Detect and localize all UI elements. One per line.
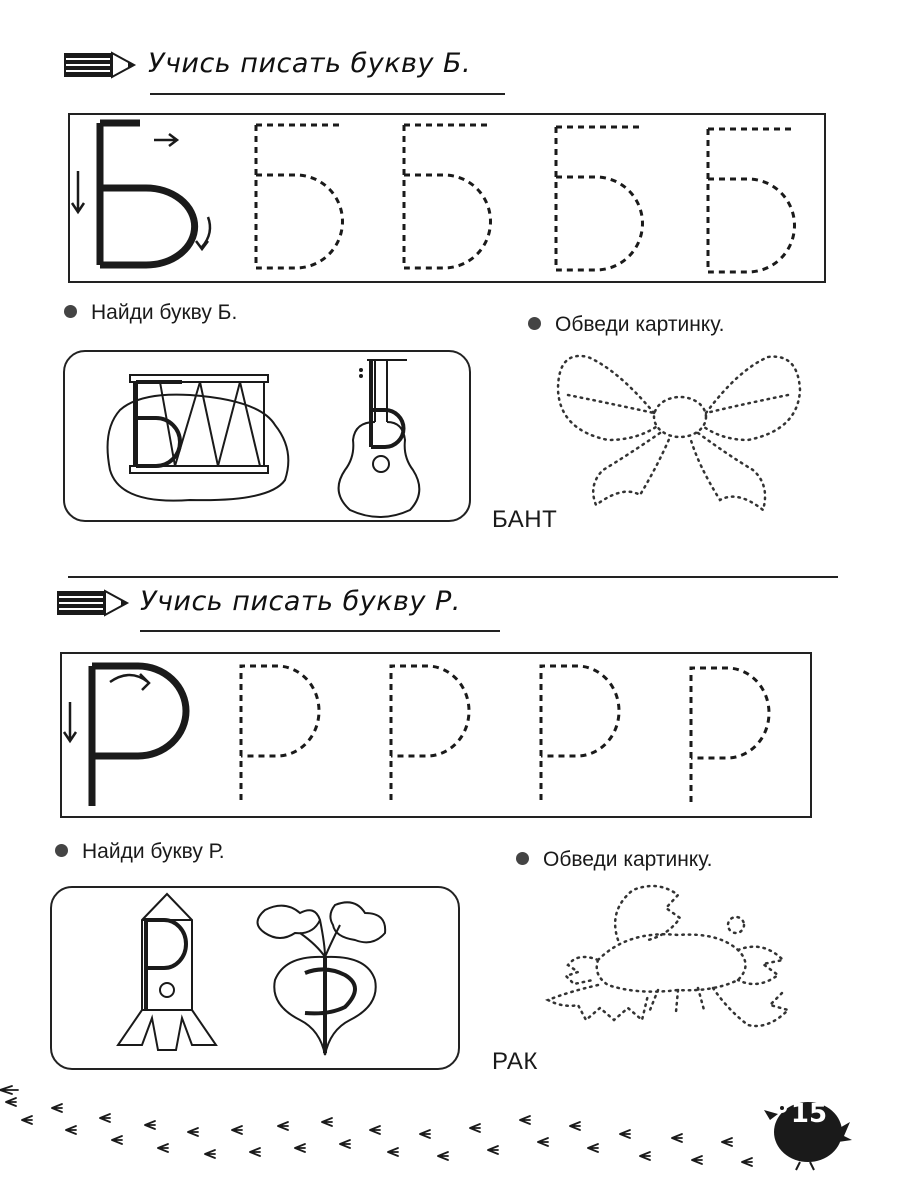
letter-r-model bbox=[60, 652, 200, 812]
section-b-find-label: Найди букву Б. bbox=[64, 301, 237, 325]
section-b-trace-label: Обведи картинку. bbox=[528, 313, 724, 337]
section-r-trace-label: Обведи картинку. bbox=[516, 848, 712, 872]
pencil-icon bbox=[62, 48, 138, 82]
letter-r-dotted-2 bbox=[385, 660, 495, 808]
letter-b-model bbox=[68, 113, 228, 281]
pencil-icon bbox=[55, 586, 131, 620]
bullet-icon bbox=[55, 844, 68, 857]
letter-b-dotted-1 bbox=[250, 123, 360, 273]
section-r-heading: Учись писать букву Р. bbox=[140, 586, 461, 617]
section-b-heading-underline bbox=[150, 93, 505, 95]
crayfish-trace-picture bbox=[538, 880, 808, 1050]
section-r-picture-word: РАК bbox=[492, 1048, 538, 1075]
bow-trace-picture bbox=[548, 345, 808, 525]
section-divider bbox=[68, 576, 838, 578]
letter-b-dotted-2 bbox=[398, 123, 508, 273]
section-r-find-label: Найди букву Р. bbox=[55, 840, 225, 864]
guitar-picture bbox=[325, 352, 435, 522]
letter-r-dotted-1 bbox=[235, 660, 345, 808]
beet-picture bbox=[245, 895, 405, 1065]
bullet-icon bbox=[516, 852, 529, 865]
drum-picture bbox=[100, 370, 300, 510]
section-b-heading: Учись писать букву Б. bbox=[148, 48, 472, 79]
rocket-picture bbox=[112, 890, 222, 1060]
letter-b-dotted-3 bbox=[550, 125, 660, 275]
bullet-icon bbox=[528, 317, 541, 330]
page-number: 15 bbox=[790, 1099, 828, 1129]
section-r-heading-underline bbox=[140, 630, 500, 632]
letter-b-dotted-4 bbox=[702, 127, 812, 277]
letter-r-dotted-3 bbox=[535, 660, 645, 808]
section-b-picture-word: БАНТ bbox=[492, 506, 558, 533]
footprints-trail bbox=[0, 1090, 780, 1180]
bullet-icon bbox=[64, 305, 77, 318]
letter-r-dotted-4 bbox=[685, 662, 795, 810]
